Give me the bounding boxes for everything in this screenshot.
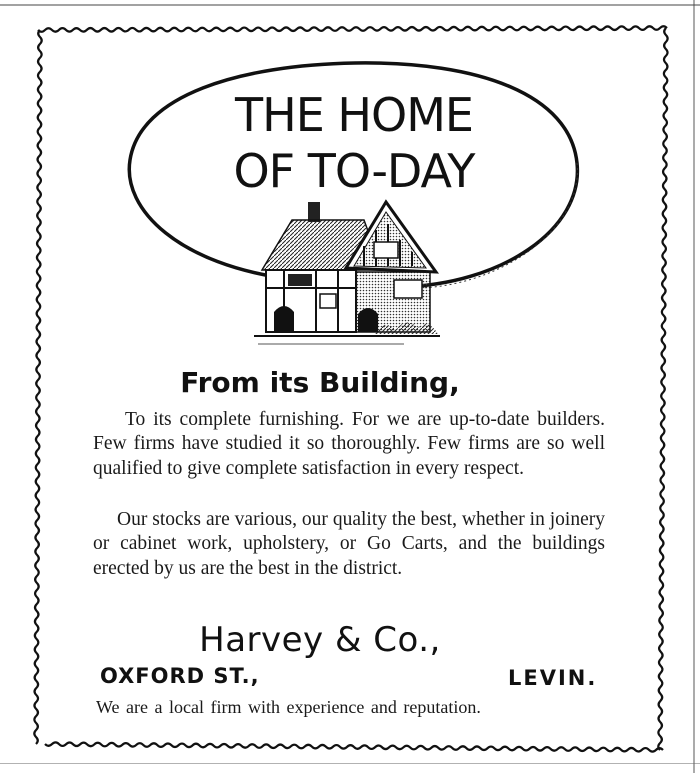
tagline: We are a local firm with experience and reputation. [96,697,481,717]
headline-line-2: OF TO-DAY [233,144,475,198]
paragraph-stocks: Our stocks are various, our quality the best, whether in joinery or cabinet work, upholstery, or Go Carts, and the buildings erected by us are the best in the district. [93,509,605,579]
town-name: LEVIN. [508,666,598,690]
company-name: Harvey & Co., [199,620,441,660]
paragraph-furnishing: To its complete furnishing. For we are up-to-date builders. Few firms have studied it so thoroughly. Few firms are so well qualified to give complete satisfaction in every respect. [93,409,605,479]
house-illustration [254,196,444,351]
street-address: OXFORD ST., [100,664,260,688]
headline-line-1: THE HOME [235,88,473,142]
subheading: From its Building, [180,366,460,399]
